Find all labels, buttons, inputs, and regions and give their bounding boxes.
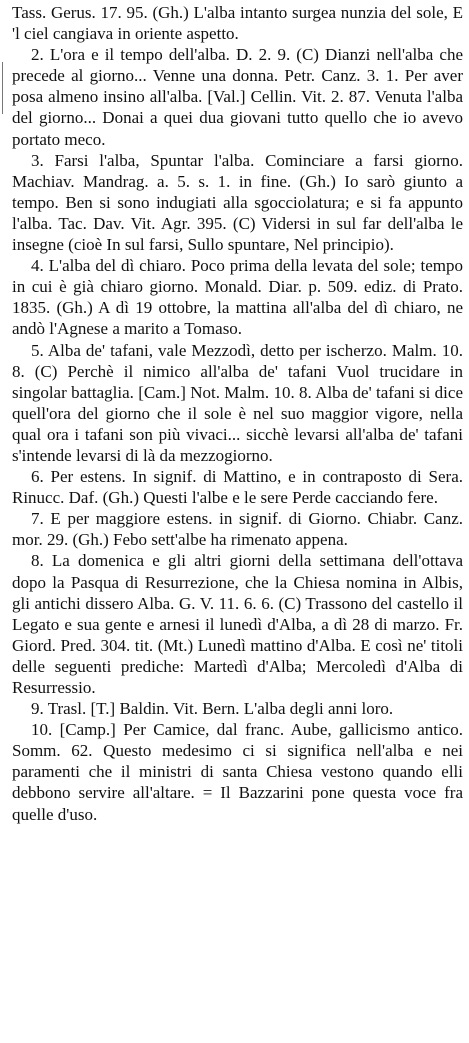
entry-paragraph-4: 4. L'alba del dì chiaro. Poco prima della levata del sole; tempo in cui è già chiaro giorno. Monald. Diar. p. 509. ediz. di Prato. 1835. (Gh.) A dì 19 ottobre, la mattina all'alba del dì chiaro, ne andò l'Agnese a marito a Tomaso. [12,256,463,339]
entry-paragraph-2: 2. L'ora e il tempo dell'alba. D. 2. 9. (C) Dianzi nell'alba che precede al giorno... Venne una donna. Petr. Canz. 3. 1. Per aver posa almeno insino all'alba. [Val.] Cellin. Vit. 2. 87. Venuta l'alba del giorno... Donai a quei dua giovani tutto quello che io avevo portato meco. [12,45,463,149]
entry-paragraph-7: 7. E per maggiore estens. in signif. di Giorno. Chiabr. Canz. mor. 29. (Gh.) Febo sett'albe ha rimenato appena. [12,509,463,550]
entry-paragraph-9: 9. Trasl. [T.] Baldin. Vit. Bern. L'alba degli anni loro. [31,699,394,719]
entry-paragraph-8: 8. La domenica e gli altri giorni della settimana dell'ottava dopo la Pasqua di Resurrezione, che la Chiesa nomina in Albis, gli antichi dissero Alba. G. V. 11. 6. 6. (C) Trassono del castello il Legato e sua gente e arnesi il lunedì d'Alba, a dì 28 di marzo. Fr. Giord. Pred. 304. tit. (Mt.) Lunedì mattino d'Alba. E così ne' titoli delle seguenti prediche: Martedì d'Alba; Mercoledì d'Alba di Resurressio. [12,551,463,697]
margin-rule [2,62,3,114]
entry-paragraph-6: 6. Per estens. In signif. di Mattino, e in contraposto di Sera. Rinucc. Daf. (Gh.) Questi l'albe e le sere Perde cacciando fere. [12,467,463,508]
entry-paragraph-5: 5. Alba de' tafani, vale Mezzodì, detto per ischerzo. Malm. 10. 8. (C) Perchè il nimico all'alba de' tafani Vuol trucidare in singolar battaglia. [Cam.] Not. Malm. 10. 8. Alba de' tafani si dice quell'ora del giorno che il sole è nel suo maggior vigore, nella qual ora i tafani son più vivaci... sicchè levarsi all'alba de' tafani s'intende levarsi di là da mezzogiorno. [12,340,463,465]
entry-paragraph-10: 10. [Camp.] Per Camice, dal franc. Aube, gallicismo antico. Somm. 62. Questo medesimo ci si significa nell'alba e nei paramenti che il ministri di santa Chiesa vestono quando elli debbono servire all'altare. = Il Bazzarini pone questa voce fra quelle d'uso. [12,720,463,824]
entry-paragraph-1: Tass. Gerus. 17. 95. (Gh.) L'alba intanto surgea nunzia del sole, E 'l ciel cangiava in oriente aspetto. [12,3,463,44]
entry-paragraph-3: 3. Farsi l'alba, Spuntar l'alba. Cominciare a farsi giorno. Machiav. Mandrag. a. 5. s. 1. in fine. (Gh.) Io sarò giunto a tempo. Ben si sono indugiati alla sgocciolatura; e si fa appunto l'alba. Tac. Dav. Vit. Agr. 395. (C) Vidersi in sul far dell'alba le insegne (cioè In sul farsi, Sullo spuntare, Nel principio). [12,150,463,255]
